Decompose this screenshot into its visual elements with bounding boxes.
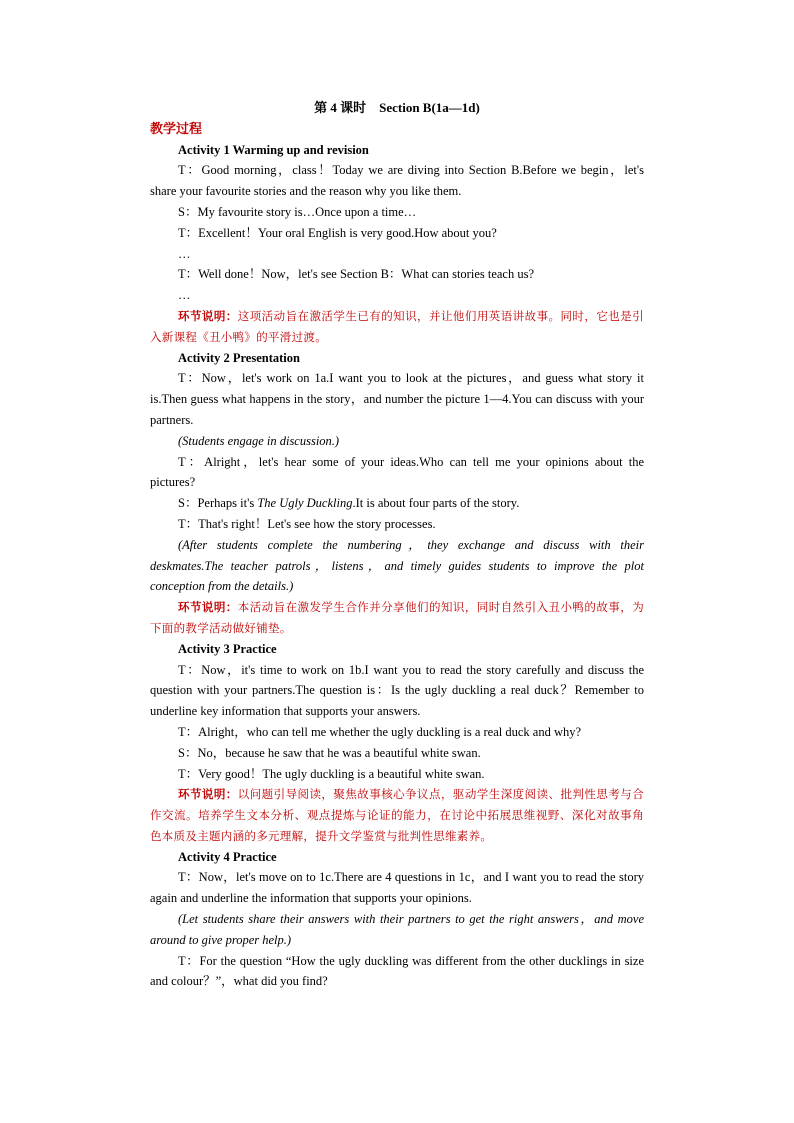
activity-1-heading: Activity 1 Warming up and revision (178, 142, 369, 157)
note-text: 这项活动旨在激活学生已有的知识，并让他们用英语讲故事。同时，它也是引入新课程《丑小鸭》的平滑过渡。 (150, 308, 644, 344)
activity-4-heading: Activity 4 Practice (178, 849, 277, 864)
book-title: The Ugly Duckling (257, 496, 353, 511)
stage-direction: (Students engage in discussion.) (178, 433, 340, 448)
page-title: 第 4 课时 Section B(1a—1d) (314, 100, 480, 115)
paragraph: S：My favourite story is…Once upon a time… (178, 204, 417, 219)
paragraph (150, 431, 644, 452)
paragraph: T：That's right！Let's see how the story processes. (178, 516, 436, 531)
ellipsis: … (178, 288, 191, 303)
paragraph: S：No，because he saw that he was a beautiful white swan. (178, 745, 481, 760)
note-text: 以问题引导阅读，聚焦故事核心争议点，驱动学生深度阅读、批判性思考与合作交流。培养学生文本分析、观点提炼与论证的能力，在讨论中拓展思维视野、深化对故事角色本质及主题内涵的多元理解，提升文学鉴赏与批判性思维素养。 (150, 787, 644, 843)
activity-3-heading: Activity 3 Practice (178, 641, 277, 656)
section-heading: 教学过程 (150, 120, 203, 136)
paragraph: T：Well done！Now，let's see Section B：What can stories teach us? (178, 267, 535, 282)
note-label: 环节说明： (178, 308, 238, 323)
note-text: 本活动旨在激发学生合作并分享他们的知识，同时自然引入丑小鸭的故事，为下面的教学活动做好铺垫。 (150, 600, 644, 635)
paragraph (150, 535, 644, 597)
document-page (150, 96, 644, 992)
paragraph: T：Now，it's time to work on 1b.I want you to read the story carefully and discuss the question with your partners.The question is：Is the ugly duckling a real duck？Remember to underline key information that supports your answers. (150, 662, 644, 719)
stage-direction: (After students complete the numbering，they exchange and discuss with their deskmates.The teacher patrols，listens，and timely guides students to improve the plot conception from the details.) (150, 537, 644, 594)
note-label: 环节说明： (178, 787, 238, 802)
text-span: S：Perhaps it's (178, 496, 258, 511)
teaching-note (150, 784, 644, 846)
paragraph: T：Alright，let's hear some of your ideas.Who can tell me your opinions about the pictures? (150, 454, 644, 490)
activity-2-heading: Activity 2 Presentation (178, 350, 300, 365)
stage-direction: (Let students share their answers with their partners to get the right answers，and move around to give proper help.) (150, 912, 644, 947)
paragraph: T：Very good！The ugly duckling is a beautiful white swan. (178, 766, 485, 781)
paragraph: T：Excellent！Your oral English is very good.How about you? (178, 225, 497, 240)
paragraph: T：Now，let's work on 1a.I want you to look at the pictures，and guess what story it is.Then guess what happens in the story，and number the picture 1—4.You can discuss with your partners. (150, 371, 644, 427)
paragraph (150, 909, 644, 951)
paragraph: T：Alright，who can tell me whether the ugly duckling is a real duck and why? (178, 724, 582, 739)
teaching-note (150, 306, 644, 348)
teaching-note (150, 597, 644, 639)
ellipsis: … (178, 246, 191, 261)
paragraph (150, 493, 644, 514)
note-label: 环节说明： (178, 600, 238, 615)
paragraph: T：Good morning，class！Today we are diving into Section B.Before we begin，let's share your favourite stories and the reason why you like them. (150, 163, 644, 199)
paragraph: T：Now，let's move on to 1c.There are 4 questions in 1c，and I want you to read the story again and underline the information that supports your opinions. (150, 870, 644, 906)
text-span: .It is about four parts of the story. (352, 496, 520, 511)
paragraph: T：For the question “How the ugly duckling was different from the other ducklings in size and colour？”，what did you find? (150, 953, 644, 989)
